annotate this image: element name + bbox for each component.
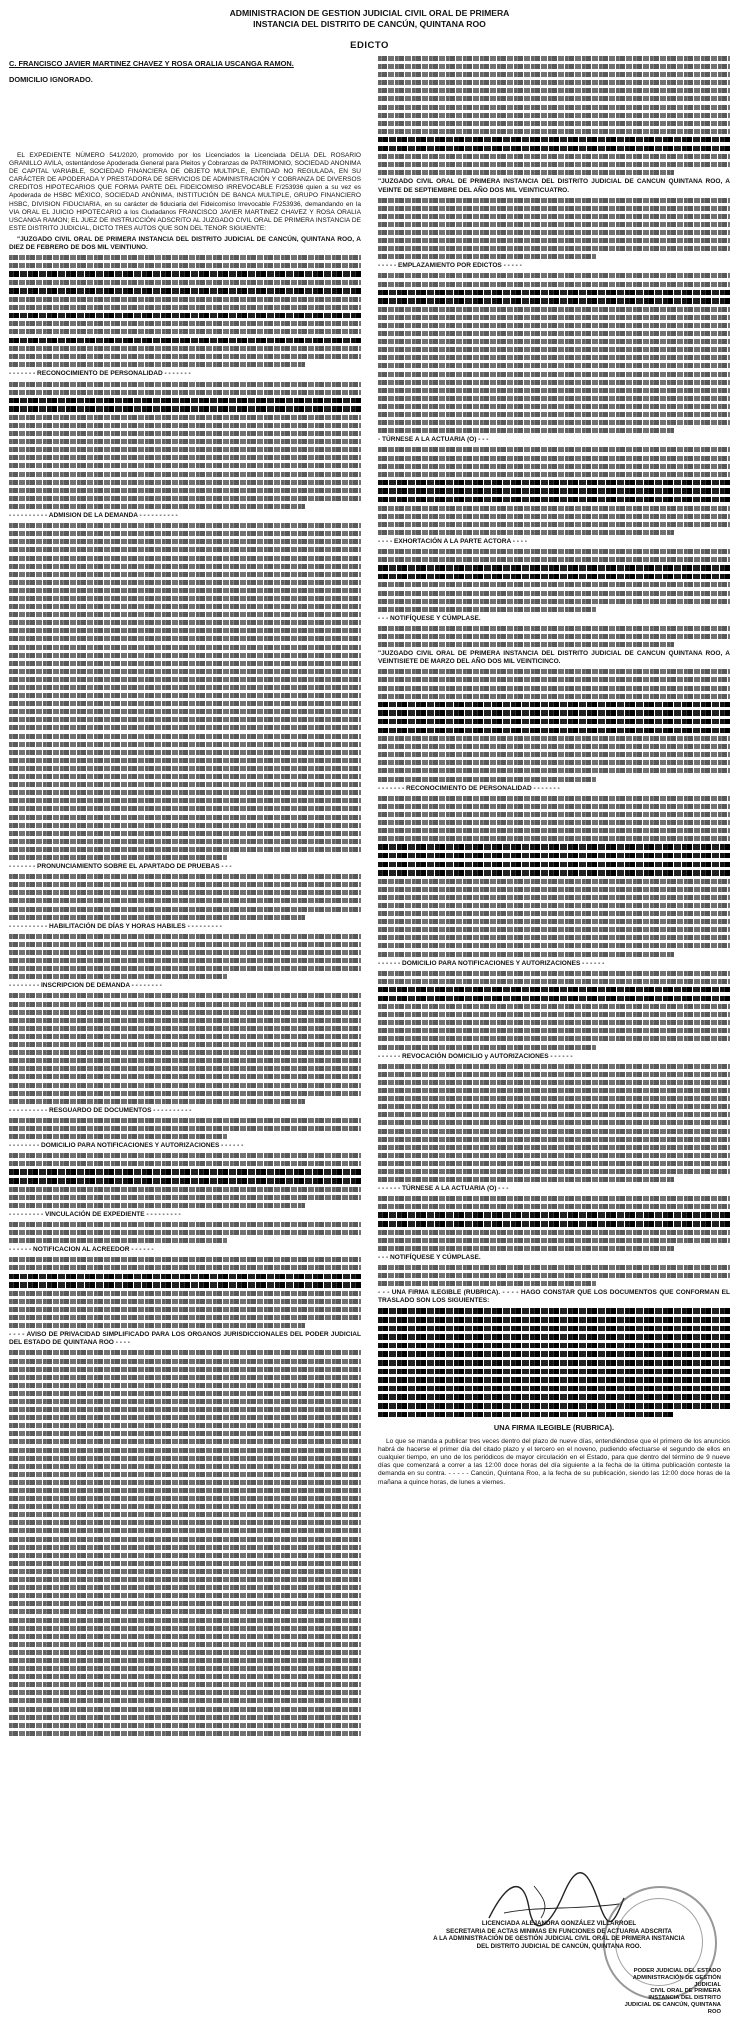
document-title: EDICTO — [350, 40, 389, 51]
section-emplazamiento: - - - - - EMPLAZAMIENTO POR EDICTOS - - - - - — [378, 262, 522, 270]
left-top-spacer — [9, 96, 361, 152]
right-body-block-2 — [378, 198, 730, 260]
stamp-line-4: JUDICIAL DE CANCÚN, QUINTANA ROO — [624, 2001, 721, 2015]
left-paragraph-2: "JUZGADO CIVIL ORAL DE PRIMERA INSTANCIA DEL DISTRITO JUDICIAL DE CANCÚN, QUINTANA ROO, A DIEZ DE FEBRERO DE DOS MIL VEINTIUNO. — [9, 235, 361, 252]
right-body-block-7 — [378, 669, 730, 781]
section-turnese-2: - - - - - - TÚRNESE A LA ACTUARIA (O) - - - — [378, 1185, 509, 1193]
signer-role-2: A LA ADMINISTRACIÓN DE GESTIÓN JUDICIAL CIVIL ORAL DE PRIMERA INSTANCIA — [433, 1935, 685, 1943]
stamp-text — [621, 1968, 721, 2016]
document-header — [9, 8, 730, 30]
section-revocacion: - - - - - - REVOCACIÓN DOMICILIO y AUTORIZACIONES - - - - - - — [378, 1052, 573, 1060]
stamp-line-1: PODER JUDICIAL DEL ESTADO — [633, 1968, 721, 1974]
section-resguardo: - - - - - - - - - - RESGUARDO DE DOCUMENTOS - - - - - - - - - - — [9, 1106, 192, 1114]
right-column — [378, 56, 730, 1936]
signature-block — [369, 1868, 721, 2015]
right-body-block-5 — [378, 549, 730, 612]
right-body-block-3 — [378, 273, 730, 433]
left-body-block-8 — [9, 1153, 361, 1208]
section-rubrica-constancia: - - - UNA FIRMA ILEGIBLE (RUBRICA). - - - - HAGO CONSTAR QUE LOS DOCUMENTOS QUE CONFORMAN EL TRASLADO SON LOS SIGUIENTES: — [378, 1289, 730, 1305]
signer-role-3: DEL DISTRITO JUDICIAL DE CANCÚN, QUINTANA ROO. — [476, 1942, 642, 1950]
section-exhortacion: - - - - EXHORTACIÓN A LA PARTE ACTORA - - - - — [378, 537, 527, 545]
section-domicilio: - - - - - - - - DOMICILIO PARA NOTIFICACIONES Y AUTORIZACIONES - - - - - - — [9, 1142, 244, 1150]
stamp-line-2: ADMINISTRACIÓN DE GESTIÓN JUDICIAL — [632, 1974, 721, 1988]
left-body-block-5 — [9, 934, 361, 979]
left-body-block-9 — [9, 1222, 361, 1243]
section-notifiquese: - - - NOTIFÍQUESE Y CÚMPLASE. — [378, 614, 481, 622]
section-inscripcion: - - - - - - - - INSCRIPCION DE DEMANDA - - - - - - - - — [9, 982, 162, 990]
firma-ilegible: UNA FIRMA ILEGIBLE (RUBRICA). — [493, 1423, 615, 1433]
right-body-block-8 — [378, 796, 730, 957]
section-admision: - - - - - - - - - - ADMISION DE LA DEMANDA - - - - - - - - - - — [9, 512, 178, 520]
right-body-block-13 — [378, 1308, 730, 1417]
header-line-1: ADMINISTRACION DE GESTION JUDICIAL CIVIL ORAL DE PRIMERA — [229, 8, 510, 18]
left-body-block-11 — [9, 1350, 361, 1735]
section-privacidad: - - - - AVISO DE PRIVACIDAD SIMPLIFICADO PARA LOS ORGANOS JURISDICCIONALES DEL PODER JUDICIAL DEL ESTADO DE QUINTANA ROO - - - - — [9, 1331, 361, 1347]
section-acreedor: - - - - - - NOTIFICACION AL ACREEDOR - - - - - - — [9, 1246, 154, 1254]
right-body-block-12 — [378, 1265, 730, 1286]
signer-name: LICENCIADA ALEJANDRA GONZÁLEZ VILLARROEL — [481, 1920, 637, 1927]
right-body-block-4 — [378, 447, 730, 534]
left-body-block-1 — [9, 255, 361, 367]
right-final-paragraph: Lo que se manda a publicar tres veces dentro del plazo de nueve días, entendiéndose que el primero de los anuncios habrá de hacerse el primer día del citado plazo y el tercero en el noveno, pudiendo efectuarse el segundo de ellos en cualquier tiempo, en uno de los periódicos de mayor circulación en el Estado, para que dentro del término de 9 nueve días que comenzará a correr a las 12:00 doce horas del día siguiente a la fecha de la última publicación conteste la demanda en su contra. - - - - - Cancún, Quintana Roo, a la fecha de su publicación, siendo las 12:00 doce horas de la mañana a quince horas, de lunes a viernes. — [378, 1438, 730, 1486]
left-body-block-3 — [9, 523, 361, 860]
section-notifiquese-2: - - - NOTIFÍQUESE Y CÚMPLASE. — [378, 1253, 481, 1261]
section-personalidad-2: - - - - - - - RECONOCIMIENTO DE PERSONALIDAD - - - - - - - — [378, 784, 560, 792]
right-body-block-1 — [378, 56, 730, 175]
left-body-block-7 — [9, 1118, 361, 1139]
left-body-block-6 — [9, 993, 361, 1103]
left-body-block-4 — [9, 874, 361, 919]
signer-details — [409, 1920, 709, 1950]
section-vinculacion: - - - - - - - - - VINCULACIÓN DE EXPEDIENTE - - - - - - - - - — [9, 1210, 181, 1218]
signer-role-1: SECRETARIA DE ACTAS MINIMAS EN FUNCIONES DE ACTUARIA ADSCRITA — [445, 1927, 673, 1935]
left-column — [9, 96, 361, 1936]
right-auto-2-heading: "JUZGADO CIVIL ORAL DE PRIMERA INSTANCIA DEL DISTRITO JUDICIAL DE CANCUN QUINTANA ROO, A VEINTE DE SEPTIEMBRE DEL AÑO DOS MIL VEINTICUATRO. — [378, 178, 730, 194]
header-line-2: INSTANCIA DEL DISTRITO DE CANCÚN, QUINTANA ROO — [253, 19, 486, 29]
left-body-block-10 — [9, 1257, 361, 1328]
right-body-block-6 — [378, 626, 730, 647]
right-body-block-9 — [378, 971, 730, 1050]
left-body-block-2 — [9, 382, 361, 509]
domicile-line: DOMICILIO IGNORADO. — [9, 75, 93, 84]
section-habilitacion: - - - - - - - - - - HABILITACIÓN DE DÍAS Y HORAS HABILES - - - - - - - - - — [9, 922, 222, 930]
left-paragraph-1: EL EXPEDIENTE NÚMERO 541/2020, promovido por los Licenciados la Licenciada DELIA DEL ROSARIO GRANILLO AVILA, ostentándose Apoderada General para Pleitos y Cobranzas de PATRIMONIO, SOCIEDAD ANONIMA DE CAPITAL VARIABLE, SOCIEDAD FINANCIERA DE OBJETO MULTIPLE, ENTIDAD NO REGULADA, EN SU CARÁCTER DE APODERADA Y PRESTADORA DE SERVICIOS DE ADMINISTRACIÓN Y COBRANZA DE DIVERSOS CREDITOS HIPOTECARIOS QUE FORMA PARTE DEL FIDEICOMISO IRREVOCABLE F/253936 quien a su vez es Apoderada de HSBC MÉXICO, SOCIEDAD ANÓNIMA, INSTITUCIÓN DE BANCA MULTIPLE, GRUPO FINANCIERO HSBC, DIVISION FIDUCIARIA, en su carácter de fiduciaria del Fideicomiso Irrevocable F/253936, demandando en la VIA ORAL EL JUICIO HIPOTECARIO a los Ciudadanos FRANCISCO JAVIER MARTINEZ CHAVEZ Y ROSA ORALIA USCANGA RAMON; EL JUEZ DE INSTRUCCIÓN ADSCRITO AL JUZGADO CIVIL ORAL DE PRIMERA INSTANCIA DE ESTE DISTRITO JUDICIAL, DICTO TRES AUTOS QUE SON DEL TENOR SIGUIENTE: — [9, 152, 361, 232]
section-pruebas: - - - - - - - PRONUNCIAMIENTO SOBRE EL APARTADO DE PRUEBAS - - - — [9, 863, 232, 871]
right-body-block-10 — [378, 1064, 730, 1182]
addressee: C. FRANCISCO JAVIER MARTINEZ CHAVEZ Y ROSA ORALIA USCANGA RAMON. — [9, 59, 294, 68]
columns — [9, 96, 730, 1936]
section-personalidad: - - - - - - - RECONOCIMIENTO DE PERSONALIDAD - - - - - - - — [9, 370, 191, 378]
right-body-block-11 — [378, 1196, 730, 1251]
section-turnese: - TÚRNESE A LA ACTUARIA (O) - - - — [378, 436, 489, 444]
stamp-line-3: CIVIL ORAL DE PRIMERA INSTANCIA DEL DISTRITO — [648, 1988, 721, 2002]
section-domicilio-2: - - - - - - DOMICILIO PARA NOTIFICACIONES Y AUTORIZACIONES - - - - - - — [378, 959, 605, 967]
right-auto-3-heading: "JUZGADO CIVIL ORAL DE PRIMERA INSTANCIA DEL DISTRITO JUDICIAL DE CANCUN QUINTANA ROO, A VEINTISIETE DE MARZO DEL AÑO DOS MIL VEINTICINCO. — [378, 650, 730, 666]
